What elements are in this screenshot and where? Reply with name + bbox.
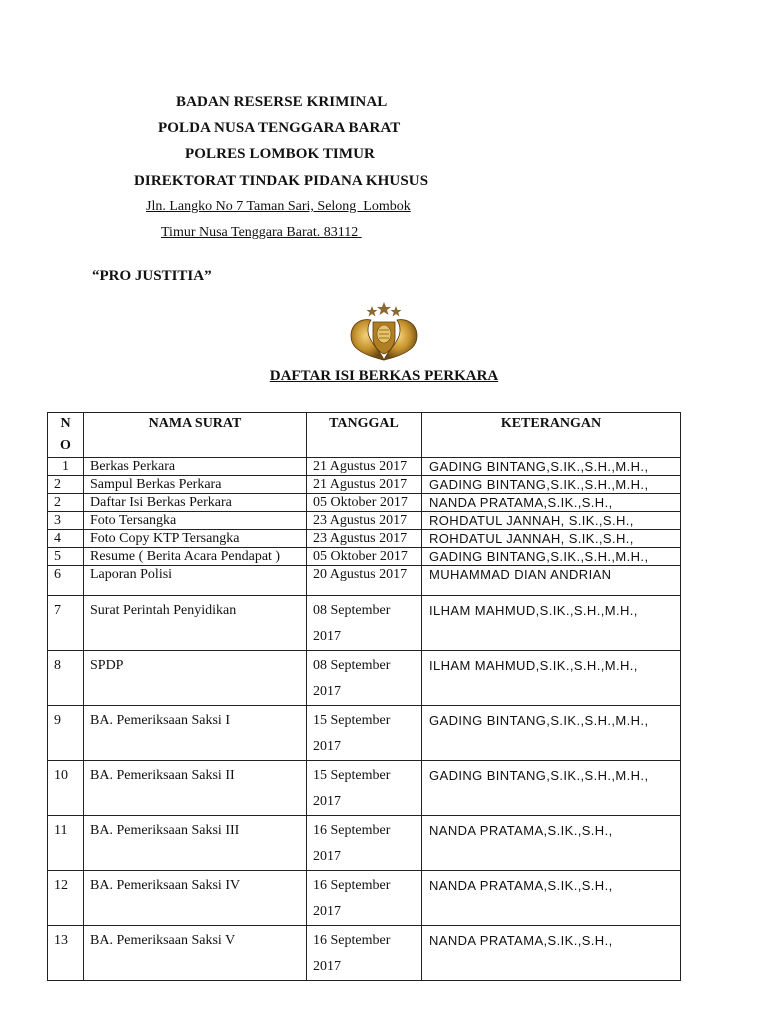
table-header-row	[48, 413, 681, 458]
row-keterangan: NANDA PRATAMA,S.IK.,S.H.,	[422, 871, 681, 926]
column-header-no	[48, 413, 84, 458]
row-keterangan: ILHAM MAHMUD,S.IK.,S.H.,M.H.,	[422, 596, 681, 651]
header-line-polda: POLDA NUSA TENGGARA BARAT	[158, 120, 401, 136]
row-nama-surat: Surat Perintah Penyidikan	[84, 596, 307, 651]
row-keterangan: ROHDATUL JANNAH, S.IK.,S.H.,	[422, 512, 681, 530]
column-header-tanggal: TANGGAL	[307, 413, 422, 458]
row-tanggal: 21 Agustus 2017	[307, 458, 422, 476]
row-tanggal: 20 Agustus 2017	[307, 566, 422, 596]
column-header-keterangan: KETERANGAN	[422, 413, 681, 458]
table-row	[48, 476, 681, 494]
row-nama-surat: Berkas Perkara	[84, 458, 307, 476]
table-row	[48, 458, 681, 476]
row-tanggal: 16 September 2017	[307, 871, 422, 926]
row-number: 9	[48, 706, 84, 761]
table-row	[48, 548, 681, 566]
row-tanggal: 23 Agustus 2017	[307, 512, 422, 530]
row-nama-surat: BA. Pemeriksaan Saksi III	[84, 816, 307, 871]
header-line-polres: POLRES LOMBOK TIMUR	[185, 146, 375, 162]
document-title: DAFTAR ISI BERKAS PERKARA	[269, 368, 499, 384]
row-number: 4	[48, 530, 84, 548]
table-row	[48, 512, 681, 530]
pro-justitia-label: “PRO JUSTITIA”	[92, 268, 212, 284]
row-number: 10	[48, 761, 84, 816]
row-number: 12	[48, 871, 84, 926]
row-tanggal: 15 September 2017	[307, 761, 422, 816]
column-header-no-line1: N	[60, 416, 71, 431]
row-tanggal: 21 Agustus 2017	[307, 476, 422, 494]
table-row	[48, 761, 681, 816]
row-keterangan: GADING BINTANG,S.IK.,S.H.,M.H.,	[422, 706, 681, 761]
table-row	[48, 651, 681, 706]
table-row	[48, 530, 681, 548]
row-keterangan: GADING BINTANG,S.IK.,S.H.,M.H.,	[422, 458, 681, 476]
row-tanggal: 23 Agustus 2017	[307, 530, 422, 548]
column-header-no-line2: O	[60, 438, 71, 453]
row-number: 2	[48, 494, 84, 512]
row-keterangan: NANDA PRATAMA,S.IK.,S.H.,	[422, 926, 681, 981]
header-line-bareskrim: BADAN RESERSE KRIMINAL	[176, 94, 388, 110]
row-number: 6	[48, 566, 84, 596]
row-nama-surat: Sampul Berkas Perkara	[84, 476, 307, 494]
row-number: 2	[48, 476, 84, 494]
row-nama-surat: BA. Pemeriksaan Saksi II	[84, 761, 307, 816]
table-row	[48, 926, 681, 981]
row-keterangan: GADING BINTANG,S.IK.,S.H.,M.H.,	[422, 548, 681, 566]
row-nama-surat: Laporan Polisi	[84, 566, 307, 596]
row-number: 7	[48, 596, 84, 651]
address-line-2: Timur Nusa Tenggara Barat. 83112	[161, 225, 362, 240]
police-emblem-icon	[345, 300, 423, 364]
table-row	[48, 706, 681, 761]
address-line-1: Jln. Langko No 7 Taman Sari, Selong Lombok	[146, 199, 411, 214]
row-keterangan: ILHAM MAHMUD,S.IK.,S.H.,M.H.,	[422, 651, 681, 706]
row-nama-surat: BA. Pemeriksaan Saksi IV	[84, 871, 307, 926]
table-row	[48, 566, 681, 596]
row-nama-surat: BA. Pemeriksaan Saksi V	[84, 926, 307, 981]
row-nama-surat: Resume ( Berita Acara Pendapat )	[84, 548, 307, 566]
row-number: 13	[48, 926, 84, 981]
row-nama-surat: BA. Pemeriksaan Saksi I	[84, 706, 307, 761]
row-tanggal: 16 September 2017	[307, 926, 422, 981]
row-nama-surat: Foto Tersangka	[84, 512, 307, 530]
row-keterangan: ROHDATUL JANNAH, S.IK.,S.H.,	[422, 530, 681, 548]
row-keterangan: NANDA PRATAMA,S.IK.,S.H.,	[422, 816, 681, 871]
row-number: 3	[48, 512, 84, 530]
table-row	[48, 871, 681, 926]
table-row	[48, 816, 681, 871]
row-keterangan: GADING BINTANG,S.IK.,S.H.,M.H.,	[422, 761, 681, 816]
table-row	[48, 596, 681, 651]
row-number: 8	[48, 651, 84, 706]
row-tanggal: 08 September 2017	[307, 651, 422, 706]
row-keterangan: MUHAMMAD DIAN ANDRIAN	[422, 566, 681, 596]
row-number: 11	[48, 816, 84, 871]
row-number: 1	[48, 458, 84, 476]
row-number: 5	[48, 548, 84, 566]
row-keterangan: GADING BINTANG,S.IK.,S.H.,M.H.,	[422, 476, 681, 494]
row-tanggal: 05 Oktober 2017	[307, 548, 422, 566]
header-line-direktorat: DIREKTORAT TINDAK PIDANA KHUSUS	[134, 173, 429, 189]
berkas-table	[47, 412, 681, 981]
row-tanggal: 05 Oktober 2017	[307, 494, 422, 512]
row-nama-surat: Daftar Isi Berkas Perkara	[84, 494, 307, 512]
row-nama-surat: SPDP	[84, 651, 307, 706]
row-tanggal: 16 September 2017	[307, 816, 422, 871]
row-tanggal: 15 September 2017	[307, 706, 422, 761]
row-keterangan: NANDA PRATAMA,S.IK.,S.H.,	[422, 494, 681, 512]
table-row	[48, 494, 681, 512]
column-header-nama-surat: NAMA SURAT	[84, 413, 307, 458]
row-tanggal: 08 September 2017	[307, 596, 422, 651]
row-nama-surat: Foto Copy KTP Tersangka	[84, 530, 307, 548]
